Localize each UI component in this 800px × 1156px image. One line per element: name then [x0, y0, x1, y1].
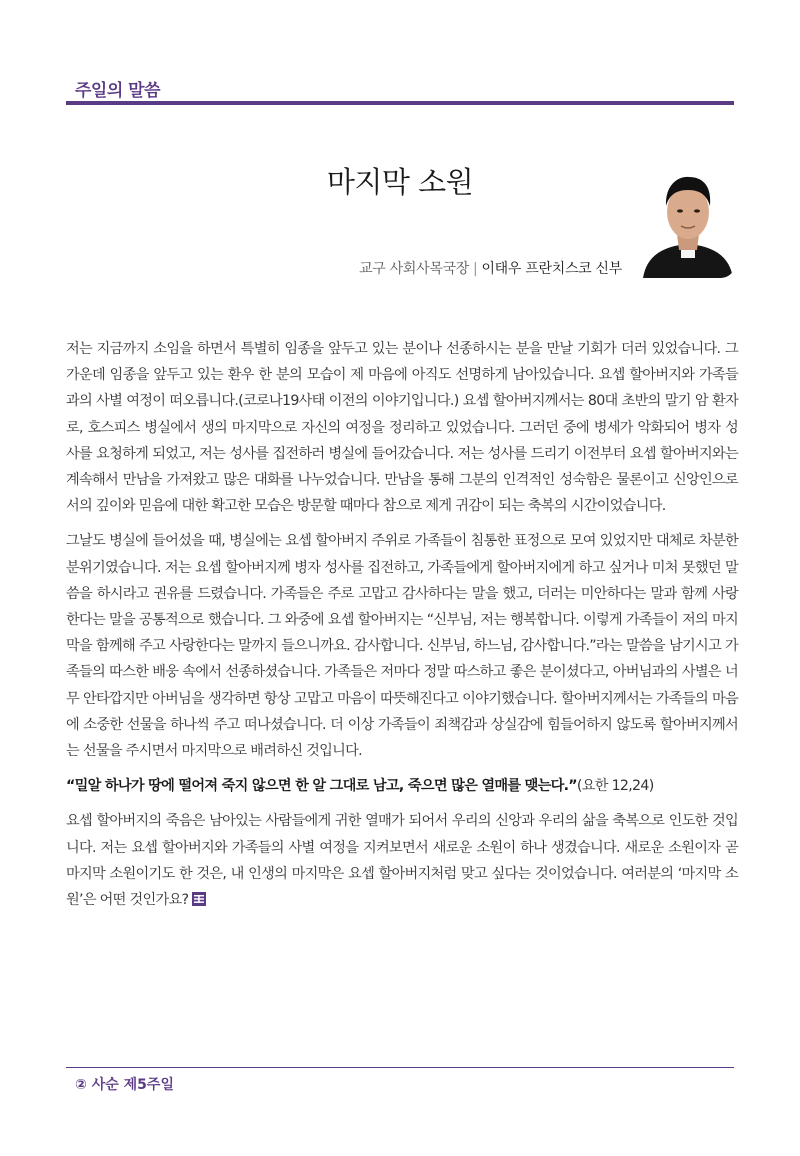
header-divider [66, 101, 734, 105]
quote-text: “밀알 하나가 땅에 떨어져 죽지 않으면 한 알 그대로 남고, 죽으면 많은 열매를 맺는다.” [66, 778, 577, 795]
closing-paragraph [66, 808, 738, 913]
body-paragraph: 저는 지금까지 소임을 하면서 특별히 임종을 앞두고 있는 분이나 선종하시는 분을 만날 기회가 더러 있었습니다. 그 가운데 임종을 앞두고 있는 환우 한 분의 모습이 제 마음에 아직도 선명하게 남아있습니다. 요셉 할아버지와 가족들과의 사별 여정이 떠오릅니다.(코로나19사태 이전의 이야기입니다.) 요셉 할아버지께서는 80대 초반의 말기 암 환자로, 호스피스 병실에서 생의 마지막으로 자신의 여정을 정리하고 있었습니다. 그러던 중에 병세가 악화되어 병자 성사를 요청하게 되었고, 저는 성사를 집전하러 병실에 들어갔습니다. 저는 성사를 드리기 이전부터 요셉 할아버지와는 계속해서 만남을 가져왔고 많은 대화를 나누었습니다. 만남을 통해 그분의 인격적인 성숙함은 물론이고 신앙인으로서의 깊이와 믿음에 대한 확고한 모습은 방문할 때마다 참으로 제게 귀감이 되는 축복의 시간이었습니다. [66, 341, 738, 515]
author-role: 교구 사회사목국장 [359, 261, 470, 277]
author-photo [641, 166, 735, 278]
author-name: 이태우 프란치스코 신부 [481, 261, 622, 277]
body-paragraph: 그날도 병실에 들어섰을 때, 병실에는 요셉 할아버지 주위로 가족들이 침통한 표정으로 모여 있었지만 대체로 차분한 분위기였습니다. 저는 요셉 할아버지께 병자 성사를 집전하고, 가족들에게 할아버지에게 하고 싶거나 미처 못했던 말씀을 하시라고 권유를 드렸습니다. 가족들은 주로 고맙고 감사하다는 말을 했고, 더러는 미안하다는 말과 함께 사랑한다는 말을 공통적으로 했습니다. 그 와중에 요셉 할아버지는 “신부님, 저는 행복합니다. 이렇게 가족들이 저의 마지막을 함께해 주고 사랑한다는 말까지 들으니까요. 감사합니다. 신부님, 하느님, 감사합니다.”라는 말씀을 남기시고 가족들의 따스한 배웅 속에서 선종하셨습니다. 가족들은 저마다 정말 따스하고 좋은 분이셨다고, 아버님과의 사별은 너무 안타깝지만 아버님을 생각하면 항상 고맙고 마음이 따뜻해진다고 이야기했습니다. 할아버지께서는 가족들의 마음에 소중한 선물을 하나씩 주고 떠나셨습니다. 더 이상 가족들이 죄책감과 상실감에 힘들어하지 않도록 할아버지께서는 선물을 주시면서 마지막으로 배려하신 것입니다. [66, 533, 738, 760]
author-byline [359, 258, 622, 278]
end-mark-icon [192, 892, 206, 906]
article-title: 마지막 소원 [326, 165, 474, 199]
closing-text: 요셉 할아버지의 죽음은 남아있는 사람들에게 귀한 열매가 되어서 우리의 신앙과 우리의 삶을 축복으로 인도한 것입니다. 저는 요셉 할아버지와 가족들의 사별 여정을 지켜보면서 새로운 소원이 하나 생겼습니다. 새로운 소원이자 곧 마지막 소원이기도 한 것은, 내 인생의 마지막은 요셉 할아버지처럼 맞고 싶다는 것이었습니다. 여러분의 ‘마지막 소원’은 어떤 것인가요? [66, 813, 738, 909]
footer-divider [66, 1067, 734, 1068]
quote-reference: (요한 12,24) [576, 778, 654, 795]
page-footer: ② 사순 제5주일 [75, 1077, 174, 1093]
article-body [66, 336, 738, 922]
scripture-quote [66, 773, 738, 799]
section-label: 주일의 말씀 [75, 81, 161, 101]
byline-separator: | [473, 261, 478, 277]
